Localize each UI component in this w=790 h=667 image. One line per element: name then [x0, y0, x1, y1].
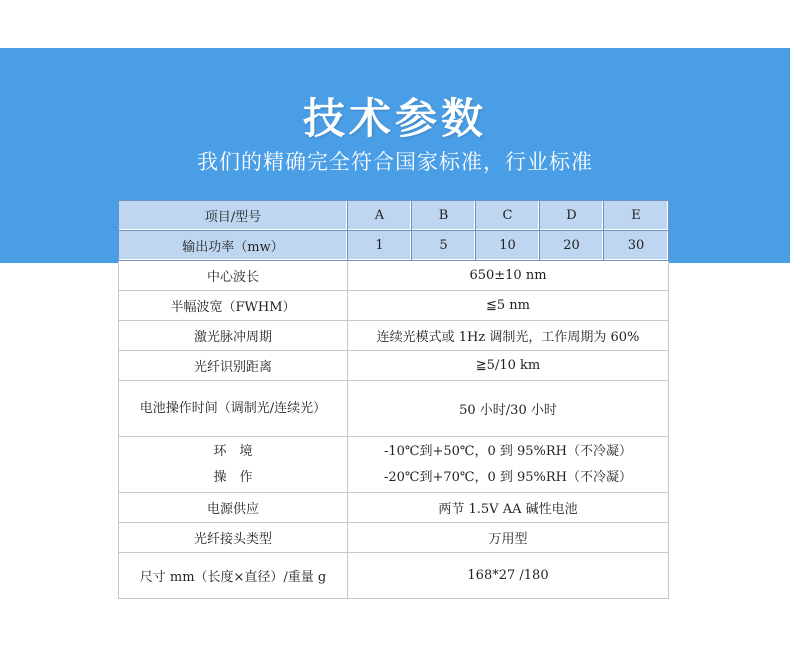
row-label-line: 操 作 — [213, 469, 253, 485]
row-value: 168*27 /180 — [348, 553, 669, 599]
power-cell: 1 — [348, 231, 412, 261]
table-row — [119, 523, 669, 553]
row-label: 半幅波宽（FWHM） — [119, 291, 348, 321]
row-label: 光纤识别距离 — [119, 351, 348, 381]
row-value: 两节 1.5V AA 碱性电池 — [348, 493, 669, 523]
model-cell: D — [540, 201, 604, 231]
table-row — [119, 261, 669, 291]
row-label: 电池操作时间（调制光/连续光） — [119, 381, 348, 437]
power-cell: 20 — [540, 231, 604, 261]
table-row — [119, 381, 669, 437]
model-cell: E — [604, 201, 669, 231]
row-label — [119, 437, 348, 493]
row-value: ≦5 nm — [348, 291, 669, 321]
row-label: 激光脉冲周期 — [119, 321, 348, 351]
table-row — [119, 291, 669, 321]
row-label: 光纤接头类型 — [119, 523, 348, 553]
table-row — [119, 553, 669, 599]
row-value-line: -20℃到+70℃，0 到 95%RH（不冷凝） — [383, 469, 632, 485]
page-title: 技术参数 — [302, 94, 487, 143]
row-value-line: -10℃到+50℃，0 到 95%RH（不冷凝） — [383, 443, 632, 459]
model-cell: A — [348, 201, 412, 231]
row-label-line: 环 境 — [213, 443, 253, 459]
power-header-row — [119, 231, 669, 261]
row-value: 650±10 nm — [348, 261, 669, 291]
table-row — [119, 437, 669, 493]
table-row — [119, 351, 669, 381]
power-cell: 5 — [412, 231, 476, 261]
table-row — [119, 321, 669, 351]
row-value — [348, 437, 669, 493]
power-cell: 10 — [476, 231, 540, 261]
row-value: 连续光模式或 1Hz 调制光，工作周期为 60% — [348, 321, 669, 351]
model-cell: C — [476, 201, 540, 231]
row-label: 中心波长 — [119, 261, 348, 291]
table-row — [119, 493, 669, 523]
header-label: 输出功率（mw） — [119, 231, 348, 261]
row-value: 50 小时/30 小时 — [348, 381, 669, 437]
model-header-row — [119, 201, 669, 231]
row-label: 尺寸 mm（长度×直径）/重量 g — [119, 553, 348, 599]
model-cell: B — [412, 201, 476, 231]
row-value: 万用型 — [348, 523, 669, 553]
header-label: 项目/型号 — [119, 201, 348, 231]
spec-table — [118, 200, 669, 599]
row-value: ≧5/10 km — [348, 351, 669, 381]
power-cell: 30 — [604, 231, 669, 261]
page-subtitle: 我们的精确完全符合国家标准，行业标准 — [197, 150, 593, 174]
row-label: 电源供应 — [119, 493, 348, 523]
